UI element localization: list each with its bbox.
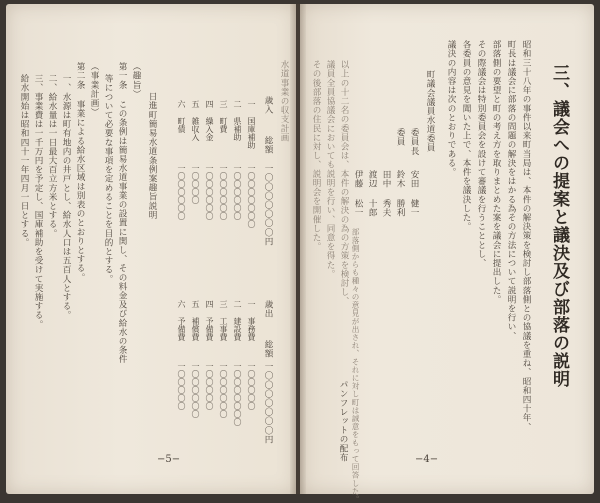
income-row-value: 一〇〇〇〇〇〇〇 — [247, 164, 256, 228]
paragraph-line: 昭和三十八年の事件以来町当局は、本件の解決策を検討し部落側との協議を重ね、昭和四十年、 — [521, 40, 531, 432]
expense-row-value: 一〇〇〇〇〇 — [247, 362, 256, 410]
ordinance-line: 第一条 この条例は簡易水道事業の設置に関し、その料金及び給水の条件 — [117, 62, 127, 364]
page-number-right: −4− — [415, 454, 439, 465]
committee-role-member: 委員 — [395, 128, 405, 147]
income-row-value: 一〇〇〇〇〇〇 — [219, 164, 228, 220]
expense-row-label: 四 予備費 — [205, 300, 214, 341]
expense-row-label: 二 建設費 — [233, 300, 242, 341]
committee-member-name: 伊藤 松一 — [353, 170, 363, 217]
paragraph-line: その後部落の住民に対し、説明会を開催した。 — [311, 60, 321, 252]
paragraph-line: 議決の内容は次のとおりである。 — [446, 40, 456, 177]
income-row-label: 六 町債 — [177, 100, 186, 133]
expense-row-value: 一〇〇〇〇〇 — [205, 362, 214, 410]
committee-role-chair: 委員長 — [409, 128, 419, 156]
income-total-value: 一〇〇〇〇〇〇〇円 — [263, 164, 273, 246]
expense-row-value: 一〇〇〇〇〇〇 — [219, 362, 228, 418]
book-gutter — [290, 4, 306, 494]
expense-row-label: 一 事務費 — [247, 300, 256, 341]
section-title: 三、議会への提案と議決及び部落の説明 — [549, 64, 569, 388]
table-caption: 水道事業の収支計画 — [279, 60, 289, 142]
committee-member-name: 渡辺 十郎 — [367, 170, 377, 217]
income-row-label: 三 町費 — [219, 100, 228, 133]
income-row-label: 五 雑収入 — [191, 100, 200, 141]
paragraph-line: 部落側からも種々の意見が出され、それに対し町は誠意をもって回答した。 — [351, 228, 360, 503]
paragraph-line: 以上の十二名の委員会は、本件の解決の為の方策を検討し、 — [339, 60, 349, 306]
expense-row-label: 三 工事費 — [219, 300, 228, 341]
expense-total-label: 総額 — [263, 340, 273, 359]
expense-row-value: 一〇〇〇〇〇〇 — [191, 362, 200, 418]
ordinance-line: 一、水源は町有地内の井戸とし、給水人口は五百人とする。 — [61, 74, 71, 320]
paragraph-line: 各委員の意見を聞いた上で、本件を議決した。 — [461, 40, 471, 232]
expense-row-value: 一〇〇〇〇〇 — [177, 362, 186, 410]
committee-member-name: 安田 健一 — [409, 170, 419, 217]
committee-heading: 町議会議員水道委員 — [425, 70, 435, 152]
income-row-value: 一〇〇〇〇〇〇 — [177, 164, 186, 220]
income-total-label: 総額 — [263, 136, 273, 155]
paragraph-line: 議員全員協議会においても説明を行い、同意を得た。 — [325, 60, 335, 279]
income-header: 歳入 — [263, 96, 273, 115]
paragraph-line: 部落側の要望と町の考え方を取りまとめた案を議会に提出した。 — [491, 40, 501, 304]
paragraph-line: 町長は議会に部落の問題の解決をはかる為その方法について説明を行い、 — [506, 40, 516, 341]
expense-total-value: 一〇〇〇〇〇〇〇円 — [263, 362, 273, 444]
ordinance-line: 二、給水量は一日最大百立方米とする。 — [47, 74, 57, 238]
ordinance-line: 給水開始は昭和四十一年四月一日とする。 — [19, 74, 29, 247]
expense-row-value: 一〇〇〇〇〇〇〇 — [233, 362, 242, 426]
ordinance-line: 三、事業費は一千万円を予定し、国庫補助を受けて実施する。 — [33, 74, 43, 329]
page-number-left: −5− — [157, 454, 181, 465]
income-row-value: 一〇〇〇〇〇〇 — [205, 164, 214, 220]
paragraph-line: その際議会は特別委員会を設けて審議を行うこととし、 — [476, 40, 486, 268]
ordinance-line: （趣旨） — [131, 62, 141, 99]
expense-row-label: 五 補償費 — [191, 300, 200, 341]
expense-row-label: 六 予備費 — [177, 300, 186, 341]
committee-member-name: 鈴木 勝利 — [395, 170, 405, 217]
pamphlet-note: パンフレットの配布 — [338, 380, 348, 462]
income-row-label: 一 国庫補助 — [247, 100, 256, 149]
ordinance-line: 等について必要な事項を定めることを目的とする。 — [103, 74, 113, 284]
expense-header: 歳出 — [263, 300, 273, 319]
ordinance-line: 第二条 事業による給水区域は別表のとおりとする。 — [75, 62, 85, 282]
ordinance-title: 日進町簡易水道条例案趣旨説明 — [147, 92, 157, 220]
committee-member-name: 田中 秀夫 — [381, 170, 391, 217]
income-row-label: 二 県補助 — [233, 100, 242, 141]
income-row-value: 一〇〇〇〇 — [191, 164, 200, 204]
income-row-value: 一〇〇〇〇〇〇 — [233, 164, 242, 220]
ordinance-line: （事業計画） — [89, 62, 99, 117]
income-row-label: 四 繰入金 — [205, 100, 214, 141]
